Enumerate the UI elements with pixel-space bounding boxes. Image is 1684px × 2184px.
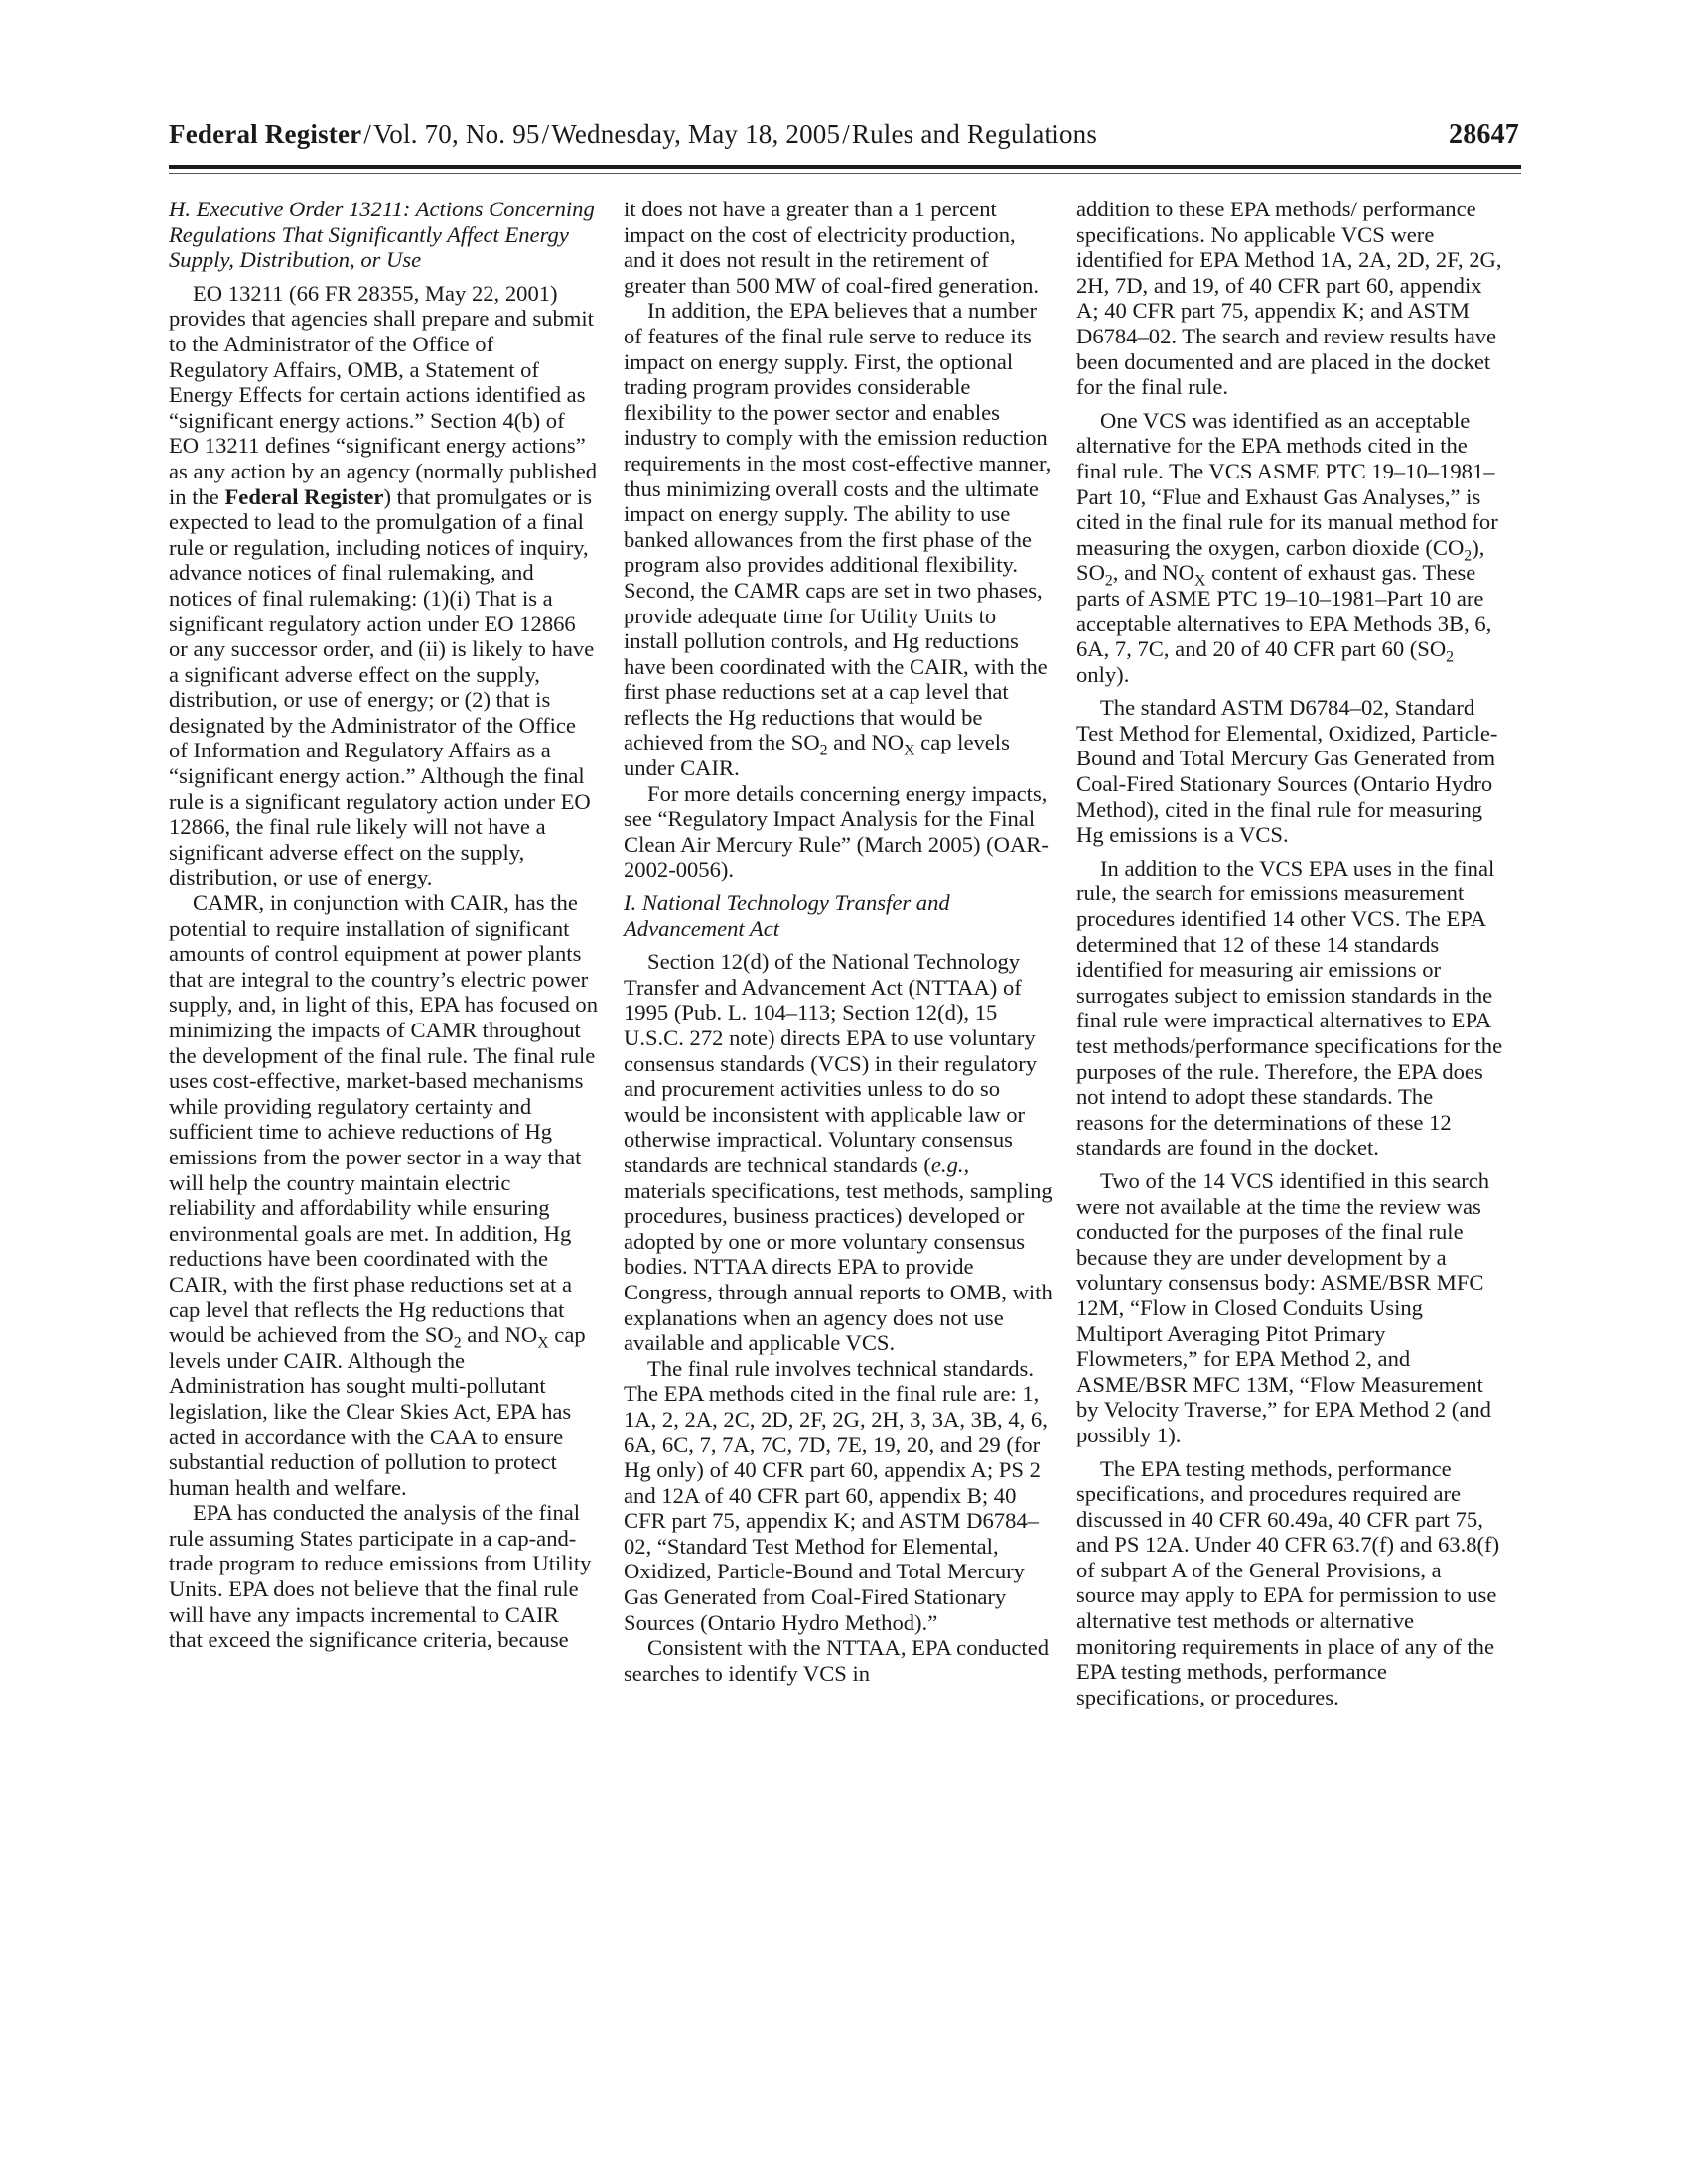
paragraph: In addition, the EPA believes that a number of features of the final rule serve to reduce its impact on energy supply. First, the optional trading program provides considerable flexibility to the power sector and enables industry to comply with the emission reduction requirements in the most cost-effective manner, thus minimizing overall costs and the ultimate impact on energy supply. The ability to use banked allowances from the first phase of the program also provides additional flexibility. Second, the CAMR caps are set in two phases, provide adequate time for Utility Units to install pollution controls, and Hg reductions have been coordinated with the CAIR, with the first phase reductions set at a cap level that reflects the Hg reductions that would be achieved from the $SO_2$ and $NO_X$ cap levels under CAIR.: [624, 298, 1052, 781]
paragraph: Two of the 14 VCS identified in this search were not available at the time the review was conducted for the purposes of the final rule because they are under development by a voluntary consensus body: ASME/BSR MFC 12M, “Flow in Closed Conduits Using Multiport Averaging Pitot Primary Flowmeters,” for EPA Method 2, and ASME/BSR MFC 13M, “Flow Measurement by Velocity Traverse,” for EPA Method 2 (and possibly 1).: [1076, 1167, 1491, 1447]
paragraph: CAMR, in conjunction with CAIR, has the potential to require installation of significant amounts of control equipment at power plants that are integral to the country’s electric power supply, and, in light of this, EPA has focused on minimizing the impacts of CAMR throughout the development of the final rule. The final rule uses cost-effective, market-based mechanisms while providing regulatory certainty and sufficient time to achieve reductions of Hg emissions from the power sector in a way that will help the country maintain electric reliability and affordability while ensuring environmental goals are met. In addition, Hg reductions have been coordinated with the CAIR, with the first phase reductions set at a cap level that reflects the Hg reductions that would be achieved from the $SO_2$ and $NO_X$ cap levels under CAIR. Although the Administration has sought multi-pollutant legislation, like the Clear Skies Act, EPA has acted in accordance with the CAA to ensure substantial reduction of pollution to protect human health and welfare.: [169, 890, 598, 1500]
header-rule: [169, 165, 1521, 169]
column-2: [624, 197, 1052, 1686]
section-heading: I. National Technology Transfer and Advancement Act: [624, 890, 950, 941]
running-header: [169, 119, 1519, 163]
paragraph: The final rule involves technical standards. The EPA methods cited in the final rule are: 1, 1A, 2, 2A, 2C, 2D, 2F, 2G, 2H, 3, 3A, 3B, 4, 6, 6A, 6C, 7, 7A, 7C, 7D, 7E, 19, 20, and 29 (for Hg only) of 40 CFR part 60, appendix A; PS 2 and 12A of 40 CFR part 60, appendix B; 40 CFR part 75, appendix K; and ASTM D6784–02, “Standard Test Method for Elemental, Oxidized, Particle-Bound and Total Mercury Gas Generated from Coal-Fired Stationary Sources (Ontario Hydro Method).”: [624, 1355, 1048, 1635]
paragraph: The standard ASTM D6784–02, Standard Test Method for Elemental, Oxidized, Particle-Bound and Total Mercury Gas Generated from Coal-Fired Stationary Sources (Ontario Hydro Method), cited in the final rule for measuring Hg emissions is a VCS.: [1076, 695, 1498, 848]
paragraph: addition to these EPA methods/ performance specifications. No applicable VCS were identified for EPA Method 1A, 2A, 2D, 2F, 2G, 2H, 7D, and 19, of 40 CFR part 60, appendix A; 40 CFR part 75, appendix K; and ASTM D6784–02. The search and review results have been documented and are placed in the docket for the final rule.: [1076, 197, 1502, 400]
paragraph: it does not have a greater than a 1 percent impact on the cost of electricity production, and it does not result in the retirement of greater than 500 MW of coal-fired generation.: [624, 197, 1040, 298]
paragraph: In addition to the VCS EPA uses in the final rule, the search for emissions measurement procedures identified 14 other VCS. The EPA determined that 12 of these 14 standards identified for measuring air emissions or surrogates subject to emission standards in the final rule were impractical alternatives to EPA test methods/performance specifications for the purposes of the rule. Therefore, the EPA does not intend to adopt these standards. The reasons for the determinations of these 12 standards are found in the docket.: [1076, 855, 1503, 1160]
column-3: [1076, 197, 1505, 1709]
paragraph: One VCS was identified as an acceptable alternative for the EPA methods cited in the final rule. The VCS ASME PTC 19–10–1981–Part 10, “Flue and Exhaust Gas Analyses,” is cited in the final rule for its manual method for measuring the oxygen, carbon dioxide $(CO_2)$, $SO_2$, and $NO_X$ content of exhaust gas. These parts of ASME PTC 19–10–1981–Part 10 are acceptable alternatives to EPA Methods 3B, 6, 6A, 7, 7C, and 20 of 40 CFR part 60 ($SO_2$ only).: [1076, 407, 1498, 687]
journal-ref: Federal Register: [224, 483, 384, 509]
column-1: [169, 197, 598, 1653]
header-rule-thin: [169, 173, 1521, 174]
journal-title: Federal Register: [169, 119, 362, 149]
paragraph: Consistent with the NTTAA, EPA conducted searches to identify VCS in: [624, 1635, 1050, 1686]
section-heading: H. Executive Order 13211: Actions Concerning Regulations That Significantly Affect Energy Supply, Distribution, or Use: [169, 197, 595, 273]
paragraph: Section 12(d) of the National Technology Transfer and Advancement Act (NTTAA) of 1995 (Pub. L. 104–113; Section 12(d), 15 U.S.C. 272 note) directs EPA to use voluntary consensus standards (VCS) in their regulatory and procurement activities unless to do so would be inconsistent with applicable law or otherwise impractical. Voluntary consensus standards are technical standards (e.g., materials specifications, test methods, sampling procedures, business practices) developed or adopted by one or more voluntary consensus bodies. NTTAA directs EPA to provide Congress, through annual reports to OMB, with explanations when an agency does not use available and applicable VCS.: [624, 949, 1052, 1356]
page-number: 28647: [1449, 119, 1519, 150]
issue-date: Wednesday, May 18, 2005: [551, 119, 841, 149]
paragraph: The EPA testing methods, performance specifications, and procedures required are discussed in 40 CFR 60.49a, 40 CFR part 75, and PS 12A. Under 40 CFR 63.7(f) and 63.8(f) of subpart A of the General Provisions, a source may apply to EPA for permission to use alternative test methods or alternative monitoring requirements in place of any of the EPA testing methods, performance specifications, or procedures.: [1076, 1455, 1500, 1709]
header-separator: /: [842, 119, 850, 149]
paragraph: EO 13211 (66 FR 28355, May 22, 2001) provides that agencies shall prepare and submit to the Administrator of the Office of Regulatory Affairs, OMB, a Statement of Energy Effects for certain actions identified as “significant energy actions.” Section 4(b) of EO 13211 defines “significant energy actions” as any action by an agency (normally published in the Federal Register) that promulgates or is expected to lead to the promulgation of a final rule or regulation, including notices of inquiry, advance notices of final rulemaking, and notices of final rulemaking: (1)(i) That is a significant regulatory action under EO 12866 or any successor order, and (ii) is likely to have a significant adverse effect on the supply, distribution, or use of energy; or (2) that is designated by the Administrator of the Office of Information and Regulatory Affairs as a “significant energy action.” Although the final rule is a significant regulatory action under EO 12866, the final rule likely will not have a significant adverse effect on the supply, distribution, or use of energy.: [169, 280, 598, 890]
header-separator: /: [363, 119, 372, 149]
header-separator: /: [541, 119, 550, 149]
volume-info: Vol. 70, No. 95: [373, 119, 540, 149]
section-name: Rules and Regulations: [851, 119, 1098, 149]
paragraph: EPA has conducted the analysis of the final rule assuming States participate in a cap-and-trade program to reduce emissions from Utility Units. EPA does not believe that the final rule will have any impacts incremental to CAIR that exceed the significance criteria, because: [169, 1500, 592, 1653]
paragraph: For more details concerning energy impacts, see “Regulatory Impact Analysis for the Final Clean Air Mercury Rule” (March 2005) (OAR-2002-0056).: [624, 780, 1049, 883]
